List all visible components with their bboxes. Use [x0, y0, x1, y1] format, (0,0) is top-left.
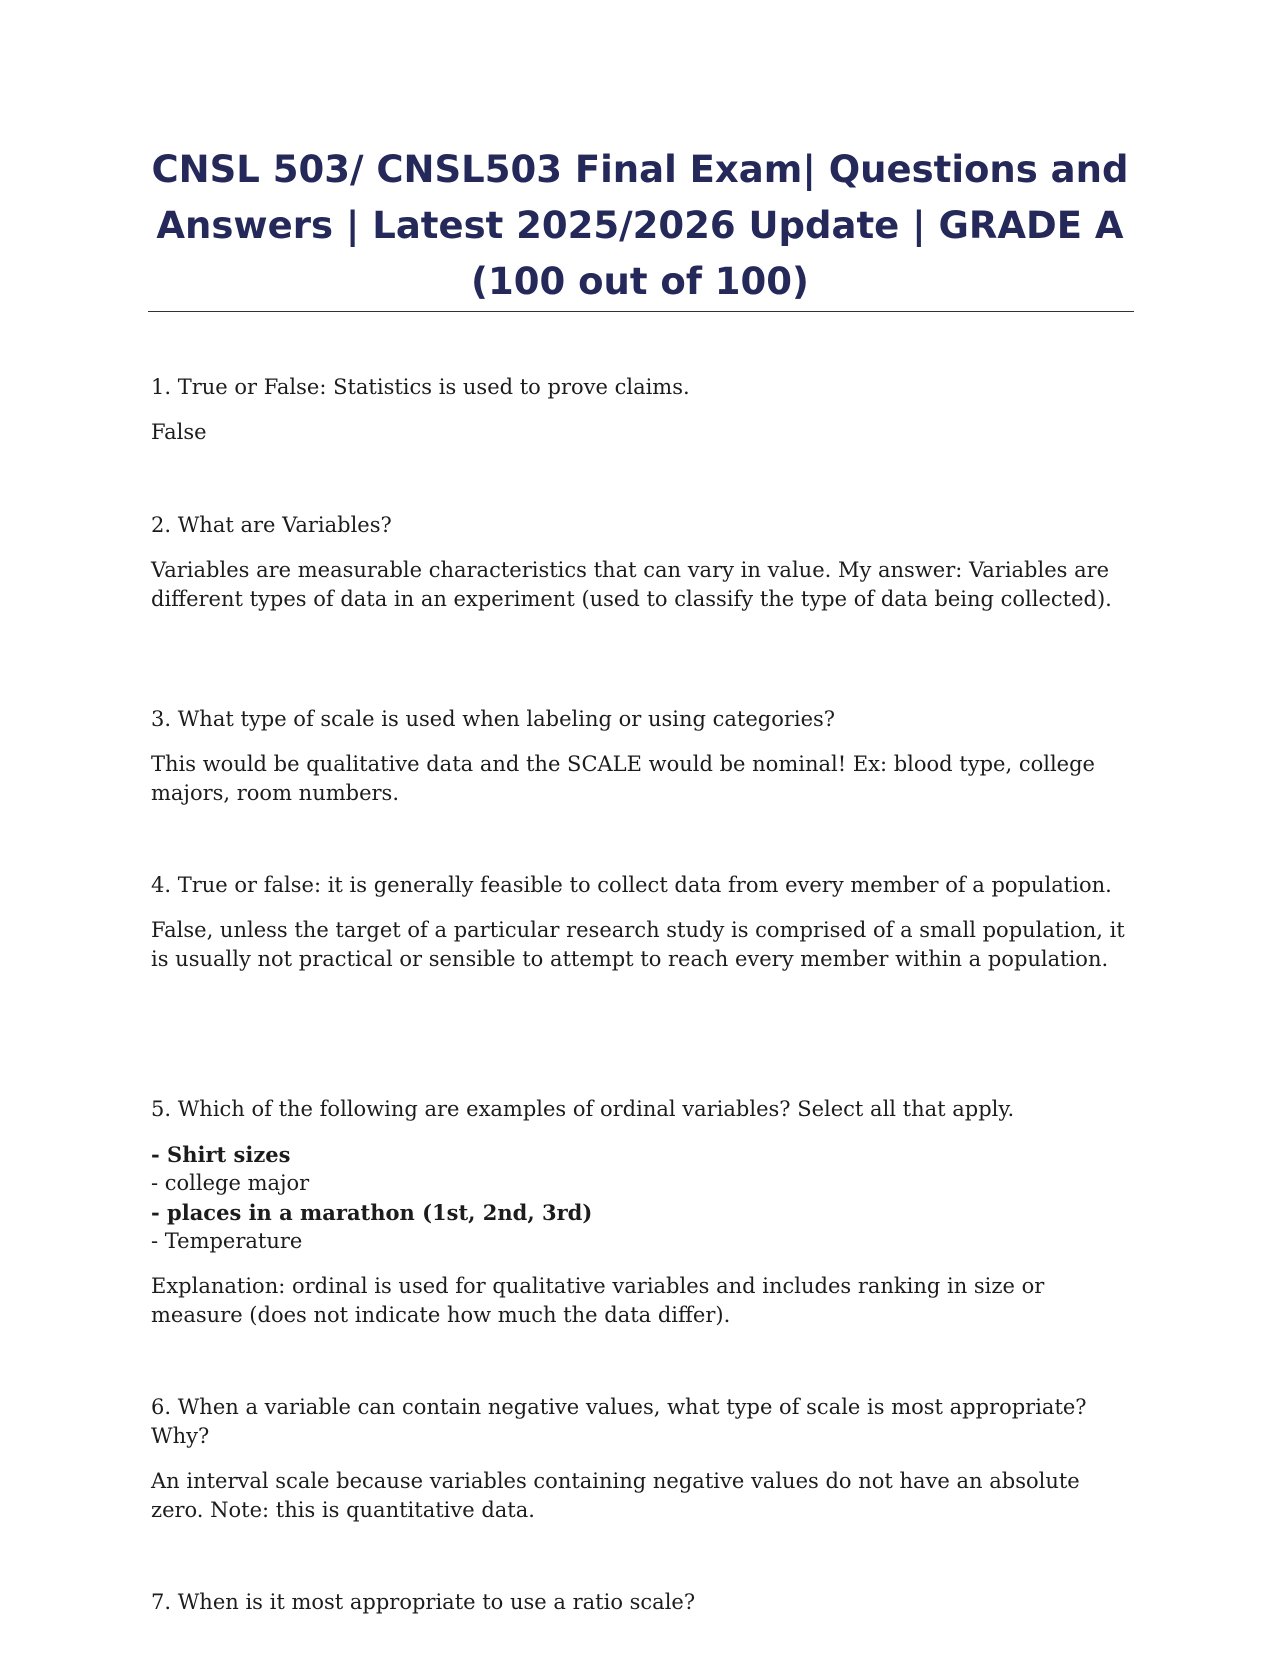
answer-6: An interval scale because variables containing negative values do not have an absolute zero. Note: this is quantitative data.: [151, 1469, 1080, 1522]
answer-4: False, unless the target of a particular research study is comprised of a small population, it is usually not practical or sensible to attempt to reach every member within a population.: [151, 918, 1125, 971]
answer-2: Variables are measurable characteristics that can vary in value. My answer: Variables are different types of data in an experiment (used to classify the type of data being collected).: [151, 558, 1112, 611]
question-5: 5. Which of the following are examples of ordinal variables? Select all that apply.: [151, 1097, 1015, 1121]
qa-item-6: [151, 1393, 1131, 1525]
question-3: 3. What type of scale is used when labeling or using categories?: [151, 707, 836, 731]
answer-1: False: [151, 420, 207, 444]
option-temperature: - Temperature: [151, 1229, 303, 1253]
document-title: CNSL 503/ CNSL503 Final Exam| Questions and Answers | Latest 2025/2026 Update | GRADE A (100 out of 100): [151, 148, 1129, 303]
question-2: 2. What are Variables?: [151, 513, 392, 537]
question-7: 7. When is it most appropriate to use a ratio scale?: [151, 1590, 696, 1614]
qa-item-2: [151, 511, 1131, 614]
qa-item-4: [151, 871, 1131, 974]
qa-item-3: [151, 705, 1131, 808]
qa-item-7: [151, 1588, 1131, 1617]
option-college-major: - college major: [151, 1171, 310, 1195]
question-6: 6. When a variable can contain negative values, what type of scale is most appropriate? Why?: [151, 1395, 1087, 1448]
question-4: 4. True or false: it is generally feasible to collect data from every member of a population.: [151, 873, 1112, 897]
title-divider: [148, 311, 1134, 312]
option-marathon-places: - places in a marathon (1st, 2nd, 3rd): [151, 1200, 593, 1225]
option-shirt-sizes: - Shirt sizes: [151, 1142, 291, 1167]
answer-3: This would be qualitative data and the SCALE would be nominal! Ex: blood type, college majors, room numbers.: [151, 752, 1095, 805]
qa-item-5: [151, 1095, 1131, 1330]
qa-item-1: [151, 373, 1131, 447]
explanation-5: Explanation: ordinal is used for qualitative variables and includes ranking in size or measure (does not indicate how much the data differ).: [151, 1274, 1045, 1327]
question-1: 1. True or False: Statistics is used to prove claims.: [151, 375, 690, 399]
options-list: [151, 1140, 1131, 1256]
